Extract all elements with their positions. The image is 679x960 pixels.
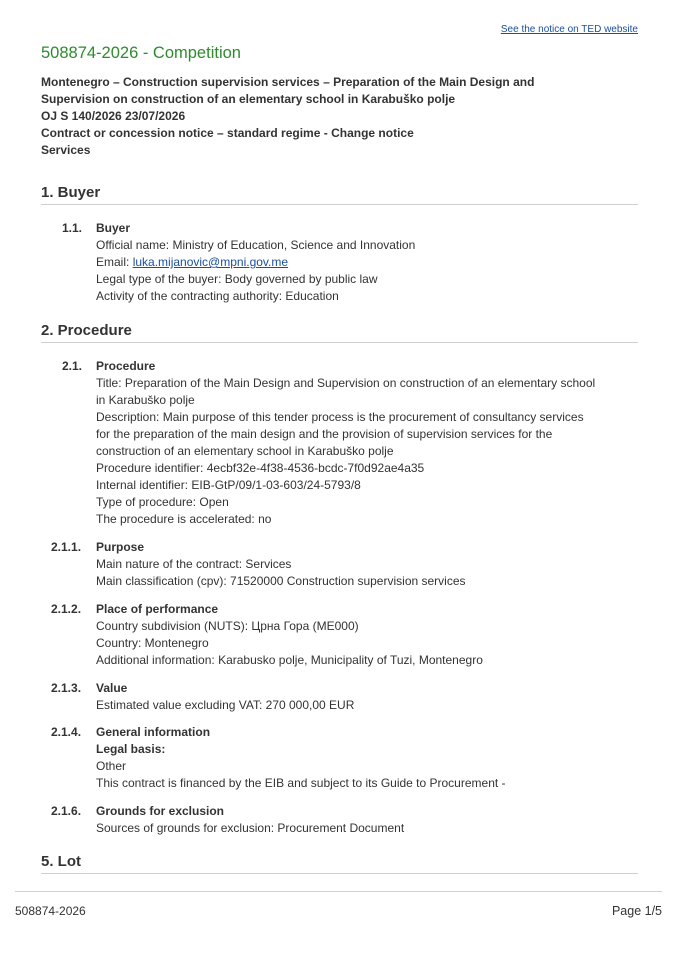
subsection-number: 2.1.3. (51, 681, 82, 695)
legal-type: Legal type of the buyer: Body governed by public law (96, 272, 378, 286)
subsection-number: 2.1.1. (51, 540, 82, 554)
exclusion-sources: Sources of grounds for exclusion: Procurement Document (96, 821, 405, 835)
subsection-title: Place of performance (96, 602, 219, 616)
description-line: construction of an elementary school in Karabuško polje (96, 444, 394, 458)
procedure-title-line: Title: Preparation of the Main Design and Supervision on construction of an elementary school (96, 376, 596, 390)
subsection-number: 2.1.2. (51, 602, 82, 616)
financing-info: This contract is financed by the EIB and subject to its Guide to Procurement - (96, 776, 506, 790)
official-name: Official name: Ministry of Education, Science and Innovation (96, 238, 416, 252)
email-link[interactable]: luka.mijanovic@mpni.gov.me (132, 255, 289, 269)
estimated-value: Estimated value excluding VAT: 270 000,00 EUR (96, 698, 355, 712)
subtitle-line: Services (41, 143, 91, 157)
internal-identifier: Internal identifier: EIB-GtP/09/1-03-603/24-5793/8 (96, 478, 361, 492)
subsection-number: 2.1. (62, 359, 83, 373)
subtitle-line: Montenegro – Construction supervision services – Preparation of the Main Design and (41, 75, 535, 89)
main-nature: Main nature of the contract: Services (96, 557, 292, 571)
procedure-identifier: Procedure identifier: 4ecbf32e-4f38-4536-bcdc-7f0d92ae4a35 (96, 461, 425, 475)
section-heading-procedure: 2. Procedure (41, 322, 638, 343)
legal-basis-value: Other (96, 759, 127, 773)
procedure-title-line: in Karabuško polje (96, 393, 195, 407)
country: Country: Montenegro (96, 636, 209, 650)
subsection-title: Grounds for exclusion (96, 804, 225, 818)
section-heading-lot: 5. Lot (41, 853, 638, 874)
subsection-title: Purpose (96, 540, 145, 554)
country-subdivision: Country subdivision (NUTS): Црна Гора (ME000) (96, 619, 359, 633)
section-heading-buyer: 1. Buyer (41, 184, 638, 205)
procedure-accelerated: The procedure is accelerated: no (96, 512, 272, 526)
footer-divider (15, 891, 662, 892)
footer-page-number: Page 1/5 (611, 904, 662, 918)
subtitle-line: Supervision on construction of an elementary school in Karabuško polje (41, 92, 456, 106)
subtitle-line: Contract or concession notice – standard regime - Change notice (41, 126, 414, 140)
subsection-number: 1.1. (62, 221, 83, 235)
legal-basis-label: Legal basis: (96, 742, 166, 756)
subtitle-line: OJ S 140/2026 23/07/2026 (41, 109, 186, 123)
additional-information: Additional information: Karabusko polje, Municipality of Tuzi, Montenegro (96, 653, 483, 667)
subsection-title: General information (96, 725, 211, 739)
ted-notice-link[interactable]: See the notice on TED website (500, 24, 638, 35)
description-line: Description: Main purpose of this tender process is the procurement of consultancy services (96, 410, 584, 424)
description-line: for the preparation of the main design and the provision of supervision services for the (96, 427, 553, 441)
email-label: Email: (96, 255, 133, 269)
main-classification: Main classification (cpv): 71520000 Construction supervision services (96, 574, 466, 588)
footer-notice-id: 508874-2026 (15, 904, 86, 918)
subsection-title: Value (96, 681, 128, 695)
subsection-number: 2.1.6. (51, 804, 82, 818)
subsection-number: 2.1.4. (51, 725, 82, 739)
email-row (96, 254, 636, 271)
notice-subtitle (41, 74, 601, 159)
notice-title: 508874-2026 - Competition (41, 44, 241, 62)
subsection-title: Procedure (96, 359, 156, 373)
subsection-title: Buyer (96, 221, 131, 235)
activity: Activity of the contracting authority: Education (96, 289, 339, 303)
procedure-type: Type of procedure: Open (96, 495, 229, 509)
